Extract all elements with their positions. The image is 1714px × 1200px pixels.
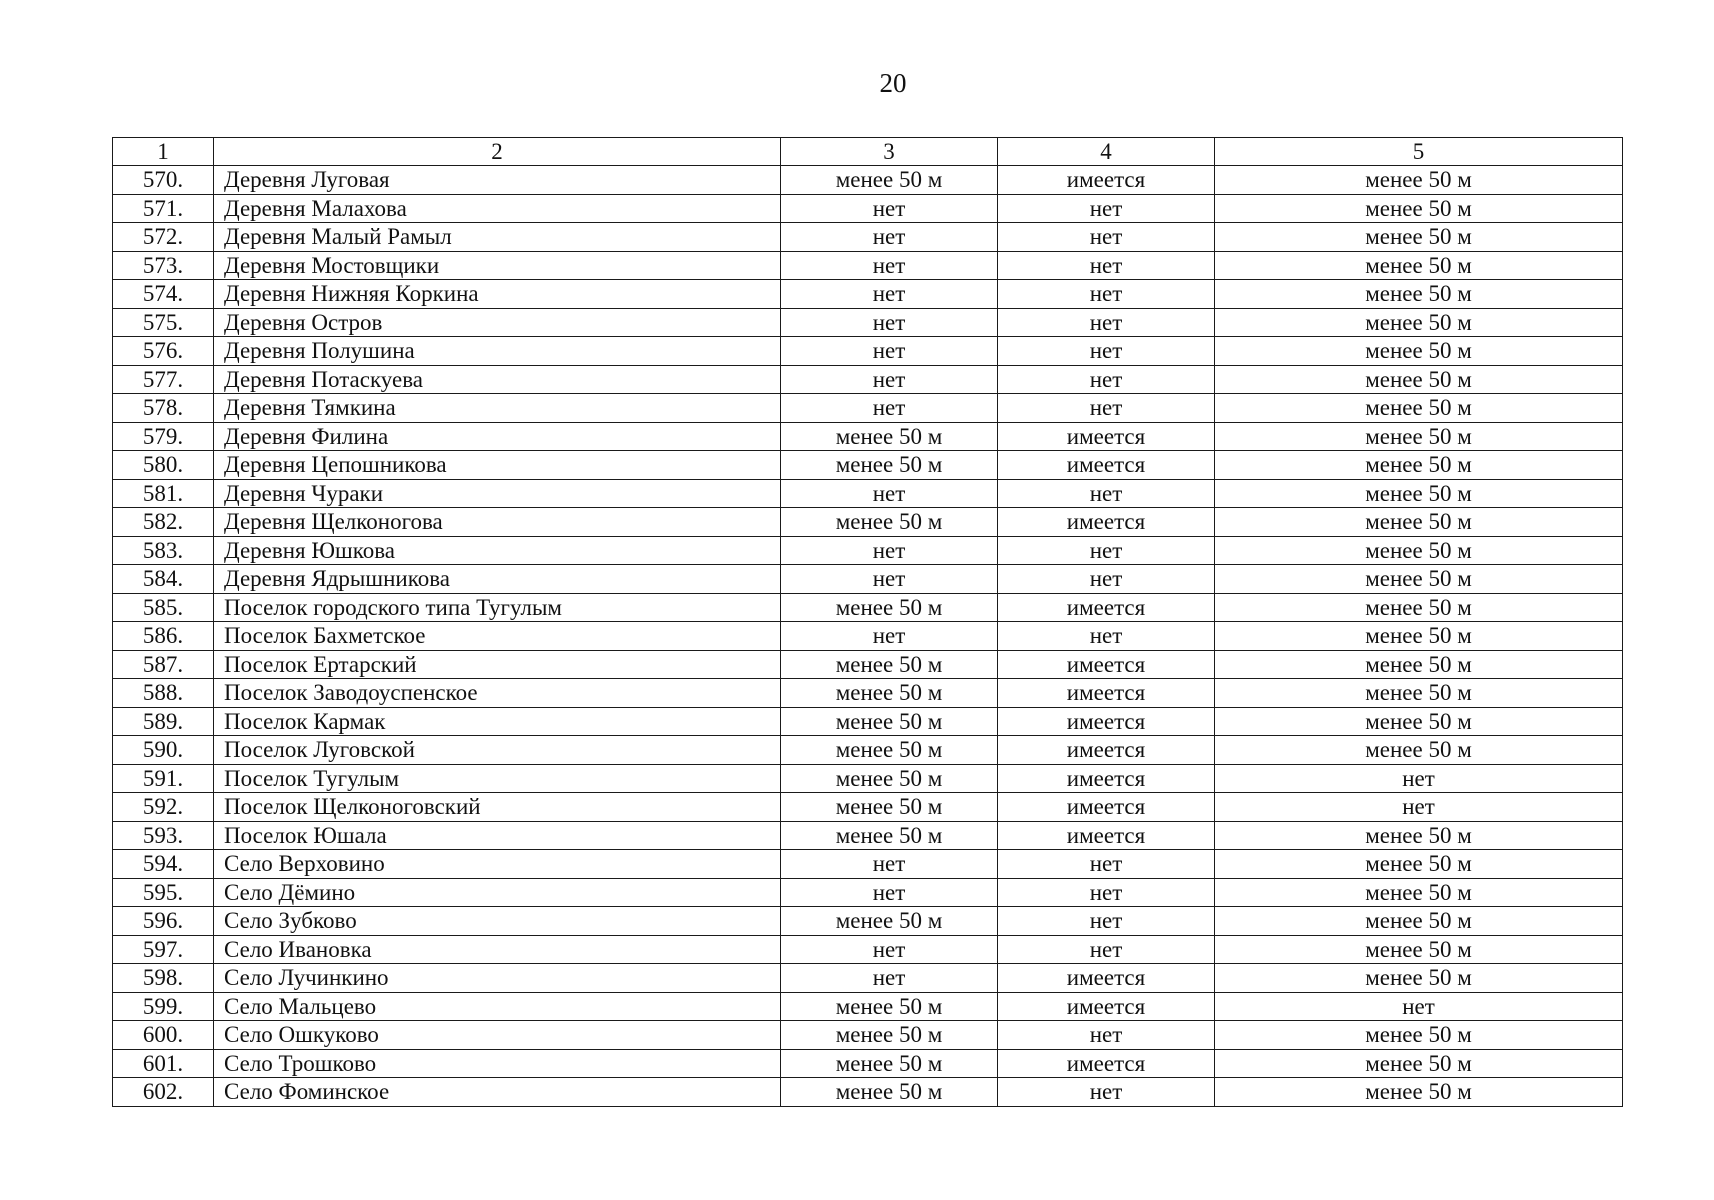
column-5-value: менее 50 м xyxy=(1215,394,1623,423)
table-row xyxy=(113,166,1623,195)
column-5-value: менее 50 м xyxy=(1215,479,1623,508)
column-3-value: менее 50 м xyxy=(781,1078,998,1107)
column-3-value: менее 50 м xyxy=(781,793,998,822)
table-row xyxy=(113,736,1623,765)
settlement-name: Село Ошкуково xyxy=(214,1021,781,1050)
column-3-value: нет xyxy=(781,622,998,651)
table-row xyxy=(113,650,1623,679)
column-3-value: менее 50 м xyxy=(781,422,998,451)
column-3-value: нет xyxy=(781,280,998,309)
settlement-name: Деревня Остров xyxy=(214,308,781,337)
column-3-value: менее 50 м xyxy=(781,166,998,195)
column-5-value: менее 50 м xyxy=(1215,508,1623,537)
settlement-name: Село Верховино xyxy=(214,850,781,879)
column-4-value: нет xyxy=(998,280,1215,309)
column-5-value: менее 50 м xyxy=(1215,280,1623,309)
settlement-name: Поселок Щелконоговский xyxy=(214,793,781,822)
column-3-value: менее 50 м xyxy=(781,1049,998,1078)
column-4-value: нет xyxy=(998,1021,1215,1050)
table-row xyxy=(113,308,1623,337)
column-3-value: нет xyxy=(781,964,998,993)
column-4-value: нет xyxy=(998,394,1215,423)
table-row xyxy=(113,907,1623,936)
column-4-value: имеется xyxy=(998,764,1215,793)
column-5-value: нет xyxy=(1215,793,1623,822)
row-number: 581. xyxy=(113,479,214,508)
column-4-value: имеется xyxy=(998,1049,1215,1078)
table-row xyxy=(113,223,1623,252)
table-row xyxy=(113,764,1623,793)
column-5-value: менее 50 м xyxy=(1215,1049,1623,1078)
settlement-name: Деревня Потаскуева xyxy=(214,365,781,394)
column-5-value: менее 50 м xyxy=(1215,194,1623,223)
row-number: 589. xyxy=(113,707,214,736)
table-row xyxy=(113,479,1623,508)
column-3-value: нет xyxy=(781,308,998,337)
settlement-name: Деревня Филина xyxy=(214,422,781,451)
column-5-value: менее 50 м xyxy=(1215,821,1623,850)
column-3-value: нет xyxy=(781,223,998,252)
column-3-value: нет xyxy=(781,850,998,879)
row-number: 583. xyxy=(113,536,214,565)
column-3-value: менее 50 м xyxy=(781,707,998,736)
column-4-value: имеется xyxy=(998,166,1215,195)
table-row xyxy=(113,679,1623,708)
column-4-value: нет xyxy=(998,365,1215,394)
row-number: 593. xyxy=(113,821,214,850)
table-row xyxy=(113,451,1623,480)
settlement-name: Деревня Тямкина xyxy=(214,394,781,423)
row-number: 573. xyxy=(113,251,214,280)
column-3-value: менее 50 м xyxy=(781,679,998,708)
page-number: 20 xyxy=(879,68,907,98)
settlement-name: Поселок Юшала xyxy=(214,821,781,850)
row-number: 590. xyxy=(113,736,214,765)
table-row xyxy=(113,878,1623,907)
settlement-name: Поселок Луговской xyxy=(214,736,781,765)
column-3-value: менее 50 м xyxy=(781,508,998,537)
table-row xyxy=(113,337,1623,366)
row-number: 591. xyxy=(113,764,214,793)
table-row xyxy=(113,251,1623,280)
column-3-value: менее 50 м xyxy=(781,451,998,480)
row-number: 588. xyxy=(113,679,214,708)
settlement-name: Поселок Бахметское xyxy=(214,622,781,651)
column-5-value: менее 50 м xyxy=(1215,964,1623,993)
row-number: 587. xyxy=(113,650,214,679)
row-number: 575. xyxy=(113,308,214,337)
settlement-name: Поселок городского типа Тугулым xyxy=(214,593,781,622)
table-row xyxy=(113,793,1623,822)
row-number: 599. xyxy=(113,992,214,1021)
column-5-value: менее 50 м xyxy=(1215,935,1623,964)
row-number: 594. xyxy=(113,850,214,879)
column-4-value: нет xyxy=(998,907,1215,936)
column-3-value: нет xyxy=(781,365,998,394)
column-5-value: менее 50 м xyxy=(1215,593,1623,622)
settlement-name: Поселок Тугулым xyxy=(214,764,781,793)
column-5-value: менее 50 м xyxy=(1215,365,1623,394)
row-number: 580. xyxy=(113,451,214,480)
column-4-value: нет xyxy=(998,223,1215,252)
row-number: 601. xyxy=(113,1049,214,1078)
table-row xyxy=(113,536,1623,565)
settlement-name: Деревня Щелконогова xyxy=(214,508,781,537)
table-row xyxy=(113,365,1623,394)
row-number: 572. xyxy=(113,223,214,252)
settlement-name: Поселок Ертарский xyxy=(214,650,781,679)
column-4-value: имеется xyxy=(998,593,1215,622)
row-number: 586. xyxy=(113,622,214,651)
column-4-value: имеется xyxy=(998,451,1215,480)
settlement-name: Село Мальцево xyxy=(214,992,781,1021)
row-number: 570. xyxy=(113,166,214,195)
table-body xyxy=(113,166,1623,1107)
settlement-name: Село Фоминское xyxy=(214,1078,781,1107)
column-3-value: нет xyxy=(781,337,998,366)
row-number: 584. xyxy=(113,565,214,594)
row-number: 602. xyxy=(113,1078,214,1107)
column-3-value: менее 50 м xyxy=(781,1021,998,1050)
column-3-value: нет xyxy=(781,536,998,565)
row-number: 579. xyxy=(113,422,214,451)
table-row xyxy=(113,422,1623,451)
settlement-name: Поселок Кармак xyxy=(214,707,781,736)
table-row xyxy=(113,707,1623,736)
column-5-value: менее 50 м xyxy=(1215,565,1623,594)
column-3-value: нет xyxy=(781,479,998,508)
table-row xyxy=(113,850,1623,879)
row-number: 582. xyxy=(113,508,214,537)
settlement-name: Деревня Нижняя Коркина xyxy=(214,280,781,309)
column-5-value: менее 50 м xyxy=(1215,622,1623,651)
column-5-value: менее 50 м xyxy=(1215,650,1623,679)
column-3-value: нет xyxy=(781,565,998,594)
table-row xyxy=(113,935,1623,964)
column-3-value: нет xyxy=(781,251,998,280)
row-number: 592. xyxy=(113,793,214,822)
column-5-value: менее 50 м xyxy=(1215,878,1623,907)
table-row xyxy=(113,1049,1623,1078)
table-row xyxy=(113,280,1623,309)
column-5-value: менее 50 м xyxy=(1215,251,1623,280)
settlement-name: Деревня Малый Рамыл xyxy=(214,223,781,252)
table-header-row xyxy=(113,138,1623,166)
row-number: 576. xyxy=(113,337,214,366)
column-4-value: нет xyxy=(998,565,1215,594)
table-row xyxy=(113,593,1623,622)
row-number: 578. xyxy=(113,394,214,423)
column-4-value: нет xyxy=(998,536,1215,565)
column-5-value: менее 50 м xyxy=(1215,166,1623,195)
row-number: 577. xyxy=(113,365,214,394)
column-4-value: имеется xyxy=(998,793,1215,822)
column-5-value: менее 50 м xyxy=(1215,1078,1623,1107)
column-4-value: нет xyxy=(998,308,1215,337)
row-number: 574. xyxy=(113,280,214,309)
column-4-value: нет xyxy=(998,878,1215,907)
column-4-value: имеется xyxy=(998,707,1215,736)
row-number: 598. xyxy=(113,964,214,993)
settlement-name: Деревня Цепошникова xyxy=(214,451,781,480)
table-row xyxy=(113,964,1623,993)
column-5-value: нет xyxy=(1215,992,1623,1021)
settlement-name: Поселок Заводоуспенское xyxy=(214,679,781,708)
column-5-value: менее 50 м xyxy=(1215,736,1623,765)
column-5-value: менее 50 м xyxy=(1215,536,1623,565)
column-header-5: 5 xyxy=(1215,138,1623,166)
table-row xyxy=(113,565,1623,594)
column-5-value: менее 50 м xyxy=(1215,451,1623,480)
column-3-value: нет xyxy=(781,878,998,907)
settlements-table xyxy=(112,137,1623,1107)
table-row xyxy=(113,194,1623,223)
column-header-3: 3 xyxy=(781,138,998,166)
column-4-value: имеется xyxy=(998,679,1215,708)
column-3-value: нет xyxy=(781,935,998,964)
column-5-value: менее 50 м xyxy=(1215,679,1623,708)
settlement-name: Деревня Малахова xyxy=(214,194,781,223)
column-4-value: нет xyxy=(998,1078,1215,1107)
column-4-value: имеется xyxy=(998,821,1215,850)
settlement-name: Деревня Чураки xyxy=(214,479,781,508)
column-header-4: 4 xyxy=(998,138,1215,166)
table-row xyxy=(113,821,1623,850)
column-5-value: нет xyxy=(1215,764,1623,793)
row-number: 585. xyxy=(113,593,214,622)
settlement-name: Село Лучинкино xyxy=(214,964,781,993)
column-3-value: менее 50 м xyxy=(781,764,998,793)
column-3-value: менее 50 м xyxy=(781,821,998,850)
table-row xyxy=(113,992,1623,1021)
settlement-name: Деревня Полушина xyxy=(214,337,781,366)
settlement-name: Деревня Ядрышникова xyxy=(214,565,781,594)
row-number: 595. xyxy=(113,878,214,907)
column-header-1: 1 xyxy=(113,138,214,166)
column-3-value: менее 50 м xyxy=(781,593,998,622)
row-number: 600. xyxy=(113,1021,214,1050)
column-4-value: нет xyxy=(998,337,1215,366)
column-4-value: нет xyxy=(998,251,1215,280)
column-3-value: менее 50 м xyxy=(781,992,998,1021)
column-3-value: нет xyxy=(781,194,998,223)
column-4-value: имеется xyxy=(998,422,1215,451)
table-row xyxy=(113,508,1623,537)
column-5-value: менее 50 м xyxy=(1215,223,1623,252)
settlement-name: Деревня Луговая xyxy=(214,166,781,195)
settlement-name: Деревня Юшкова xyxy=(214,536,781,565)
column-4-value: имеется xyxy=(998,964,1215,993)
column-4-value: имеется xyxy=(998,650,1215,679)
table-row xyxy=(113,622,1623,651)
column-5-value: менее 50 м xyxy=(1215,308,1623,337)
column-5-value: менее 50 м xyxy=(1215,422,1623,451)
column-3-value: менее 50 м xyxy=(781,736,998,765)
column-4-value: нет xyxy=(998,479,1215,508)
column-5-value: менее 50 м xyxy=(1215,1021,1623,1050)
settlement-name: Село Ивановка xyxy=(214,935,781,964)
row-number: 571. xyxy=(113,194,214,223)
table-row xyxy=(113,1078,1623,1107)
column-5-value: менее 50 м xyxy=(1215,337,1623,366)
column-4-value: нет xyxy=(998,194,1215,223)
column-4-value: имеется xyxy=(998,508,1215,537)
column-3-value: менее 50 м xyxy=(781,907,998,936)
table-row xyxy=(113,394,1623,423)
column-4-value: нет xyxy=(998,935,1215,964)
column-5-value: менее 50 м xyxy=(1215,850,1623,879)
settlement-name: Село Зубково xyxy=(214,907,781,936)
row-number: 597. xyxy=(113,935,214,964)
column-5-value: менее 50 м xyxy=(1215,707,1623,736)
settlement-name: Село Дёмино xyxy=(214,878,781,907)
table-row xyxy=(113,1021,1623,1050)
column-3-value: менее 50 м xyxy=(781,650,998,679)
column-5-value: менее 50 м xyxy=(1215,907,1623,936)
column-3-value: нет xyxy=(781,394,998,423)
row-number: 596. xyxy=(113,907,214,936)
column-4-value: имеется xyxy=(998,736,1215,765)
column-4-value: нет xyxy=(998,850,1215,879)
column-4-value: имеется xyxy=(998,992,1215,1021)
column-header-2: 2 xyxy=(214,138,781,166)
column-4-value: нет xyxy=(998,622,1215,651)
settlement-name: Деревня Мостовщики xyxy=(214,251,781,280)
settlement-name: Село Трошково xyxy=(214,1049,781,1078)
